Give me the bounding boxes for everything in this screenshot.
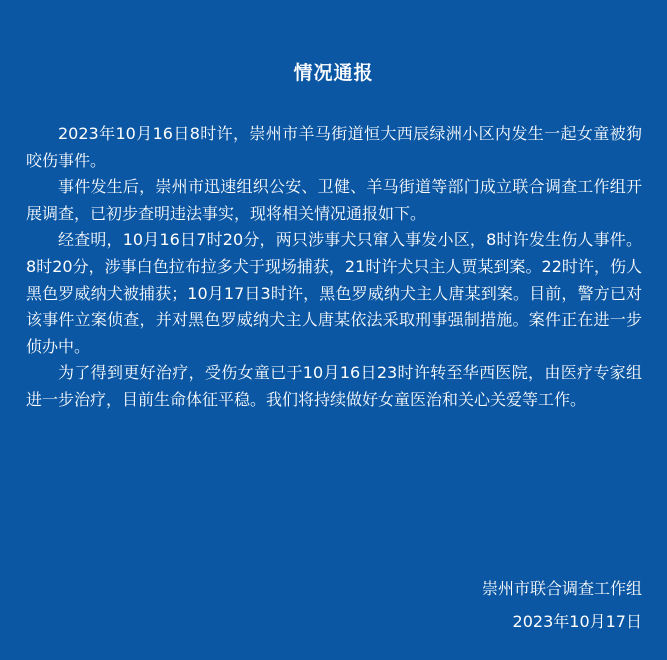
notice-body [26,121,642,414]
paragraph-treatment: 为了得到更好治疗，受伤女童已于10月16日23时许转至华西医院，由医疗专家组进一步治疗，目前生命体征平稳。我们将持续做好女童医治和关心关爱等工作。 [26,363,642,409]
paragraph-investigation: 事件发生后，崇州市迅速组织公安、卫健、羊马街道等部门成立联合调查工作组开展调查，已初步查明违法事实，现将相关情况通报如下。 [26,177,642,223]
notice-title: 情况通报 [293,62,374,84]
signature-block [482,572,642,638]
issuer-name: 崇州市联合调查工作组 [481,579,642,598]
paragraph-findings: 经查明，10月16日7时20分，两只涉事犬只窜入事发小区，8时许发生伤人事件。8时20分，涉事白色拉布拉多犬于现场捕获，21时许犬只主人贾某到案。22时许，伤人黑色罗威纳犬被捕获；10月17日3时许，黑色罗威纳犬主人唐某到案。目前，警方已对该事件立案侦查，并对黑色罗威纳犬主人唐某依法采取刑事强制措施。案件正在进一步侦办中。 [26,230,642,356]
issue-date: 2023年10月17日 [512,612,642,631]
paragraph-incident: 2023年10月16日8时许，崇州市羊马街道恒大西辰绿洲小区内发生一起女童被狗咬伤事件。 [26,124,642,170]
